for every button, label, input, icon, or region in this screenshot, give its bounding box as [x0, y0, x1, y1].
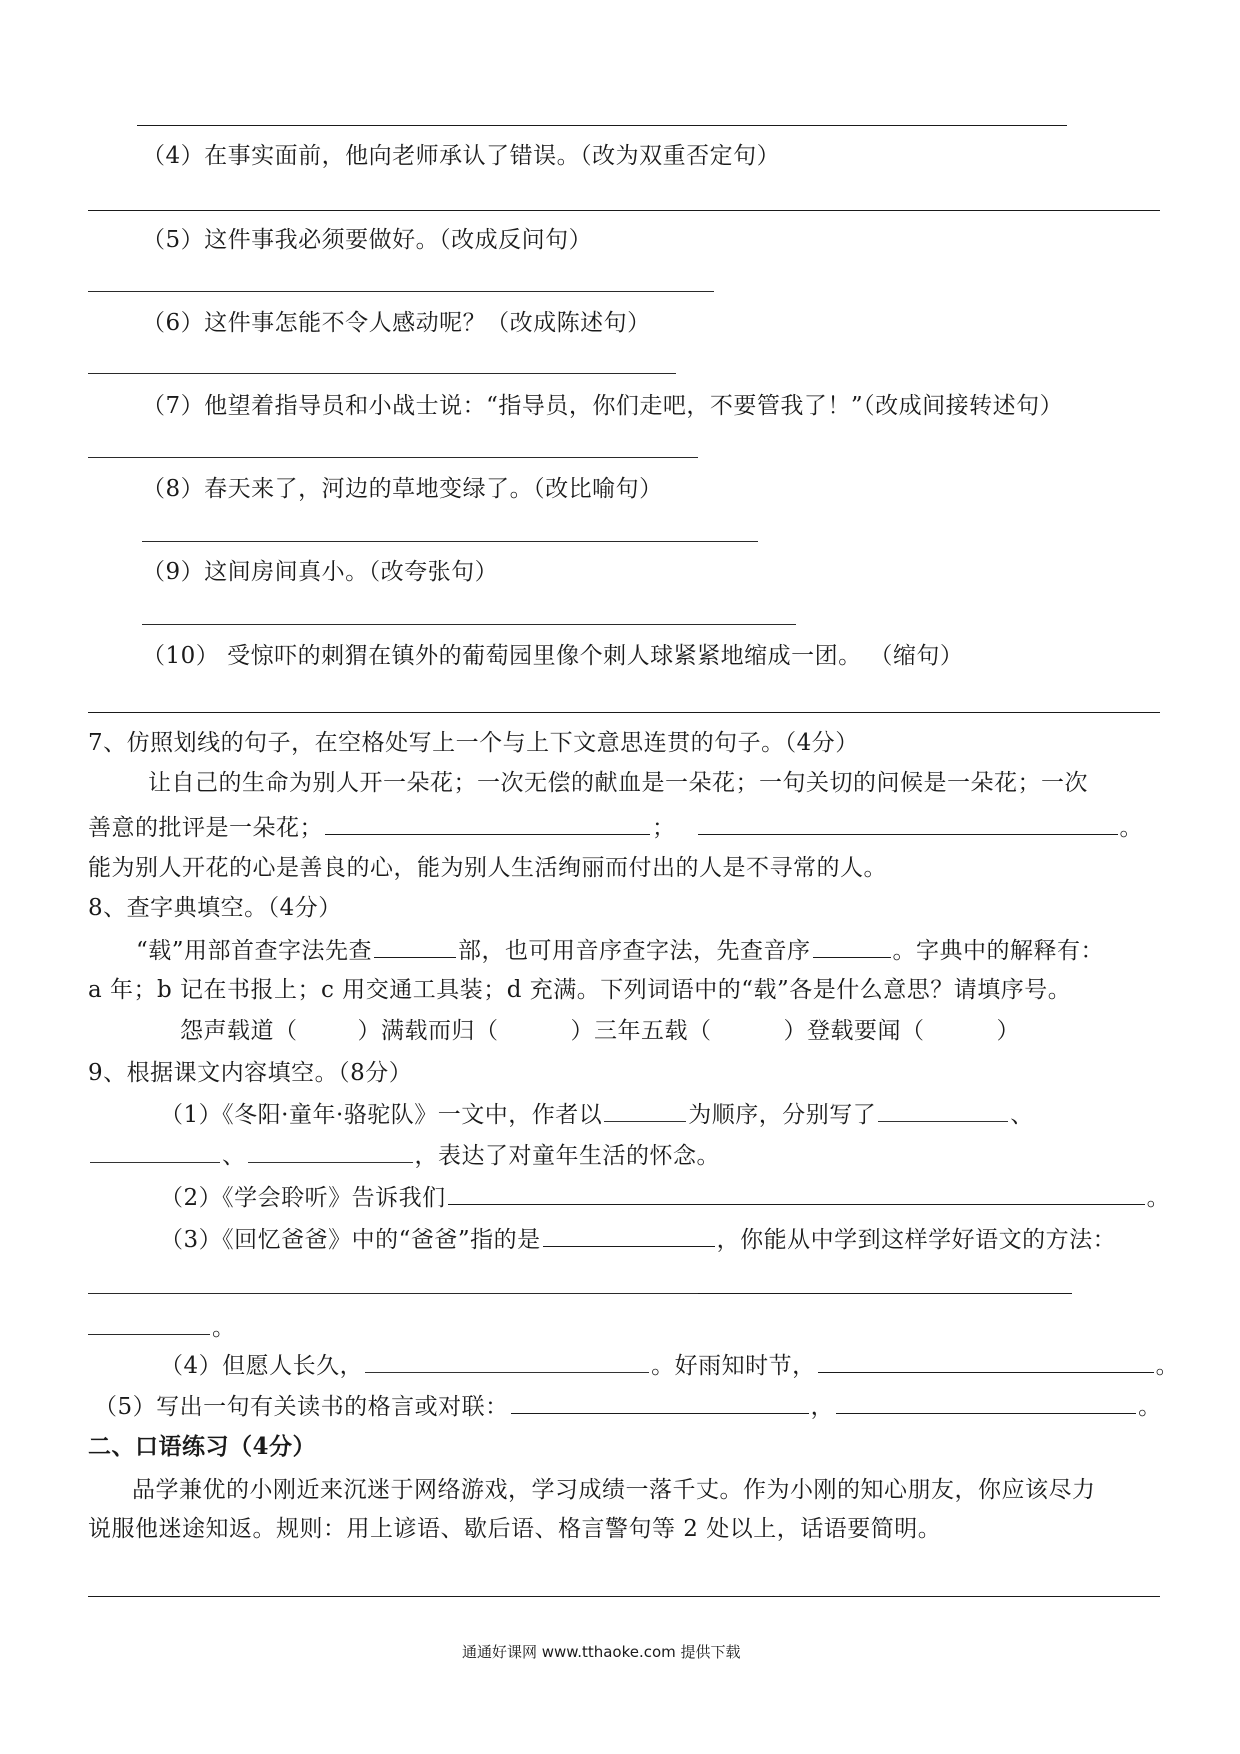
q6-item6: （6）这件事怎能不令人感动呢？（改成陈述句）	[142, 310, 651, 336]
part2-title: 二、口语练习（4分）	[88, 1433, 317, 1460]
q7-line2	[88, 812, 1143, 843]
q9-item1-text: ，表达了对童年生活的怀念。	[414, 1143, 720, 1169]
answer-line	[88, 291, 714, 292]
q9-item3	[160, 1224, 1116, 1255]
q8-words	[180, 1016, 1020, 1046]
q9-item1-line2	[88, 1140, 720, 1171]
blank-field[interactable]	[90, 1140, 220, 1163]
q9-item4-text: 。好雨知时节，	[651, 1353, 816, 1379]
q7-line2-end: 。	[1119, 815, 1143, 841]
q7-line2-mid: ；	[652, 815, 676, 841]
footer-text: 通通好课网 www.tthaoke.com 提供下载	[462, 1643, 741, 1661]
q8-word: ）登载要闻（	[783, 1018, 925, 1044]
q9-item2-text: 。	[1146, 1185, 1171, 1211]
q9-item1-text: 、	[1010, 1102, 1034, 1128]
q9-item4	[160, 1350, 1179, 1381]
q9-item2	[160, 1182, 1170, 1213]
answer-line	[142, 541, 758, 542]
q8-word: ）三年五载（	[570, 1018, 712, 1044]
blank-field[interactable]	[813, 935, 891, 958]
q8-word: ）	[996, 1018, 1020, 1044]
q7-line2-start: 善意的批评是一朵花；	[88, 815, 323, 841]
blank-field[interactable]	[448, 1182, 1145, 1205]
q9-item2-text: （2）《学会聆听》告诉我们	[160, 1185, 446, 1211]
answer-line	[88, 712, 1160, 713]
q9-item1-text: 为顺序，分别写了	[688, 1102, 877, 1128]
q6-item10: （10） 受惊吓的刺猬在镇外的葡萄园里像个刺人球紧紧地缩成一团。 （缩句）	[142, 643, 964, 669]
blank-field[interactable]	[818, 1350, 1154, 1373]
q8-title: 8、查字典填空。（4分）	[88, 895, 342, 921]
blank-field[interactable]	[374, 935, 456, 958]
q9-item5-text: ，	[810, 1394, 835, 1420]
blank-field[interactable]	[365, 1350, 649, 1373]
q7-line3: 能为别人开花的心是善良的心，能为别人生活绚丽而付出的人是不寻常的人。	[88, 855, 887, 881]
answer-line	[88, 373, 676, 374]
q8-line1-c: 。字典中的解释有：	[892, 938, 1105, 964]
part2-line1: 品学兼优的小刚近来沉迷于网络游戏，学习成绩一落千丈。作为小刚的知心朋友，你应该尽力	[132, 1477, 1096, 1503]
q6-item5: （5）这件事我必须要做好。（改成反问句）	[142, 227, 593, 253]
q8-word: ）满载而归（	[357, 1018, 499, 1044]
q9-item1-text: 、	[222, 1143, 246, 1169]
answer-line	[88, 1596, 1160, 1597]
q8-line1-a: “载”用部首查字法先查	[136, 938, 373, 964]
q9-item3-end: 。	[212, 1315, 236, 1341]
answer-line	[88, 210, 1160, 211]
q6-item4: （4）在事实面前，他向老师承认了错误。（改为双重否定句）	[142, 143, 781, 169]
q8-line1	[136, 935, 1104, 966]
answer-line	[142, 624, 796, 625]
answer-line	[88, 457, 698, 458]
q8-line2: a 年；b 记在书报上；c 用交通工具装；d 充满。下列词语中的“载”各是什么意思？请填序号。	[88, 977, 1072, 1003]
q9-title: 9、根据课文内容填空。（8分）	[88, 1060, 413, 1086]
q9-item5-text: 。	[1138, 1394, 1162, 1420]
q9-item4-text: 。	[1155, 1353, 1180, 1379]
q9-item5-text: （5）写出一句有关读书的格言或对联：	[94, 1394, 509, 1420]
blank-field[interactable]	[698, 812, 1118, 835]
q9-item3-text: （3）《回忆爸爸》中的“爸爸”指的是	[160, 1227, 541, 1253]
blank-field[interactable]	[836, 1391, 1136, 1414]
q9-item3-text: ，你能从中学到这样学好语文的方法：	[716, 1227, 1117, 1253]
blank-field[interactable]	[248, 1140, 413, 1163]
part2-line2: 说服他迷途知返。规则：用上谚语、歇后语、格言警句等 2 处以上，话语要简明。	[88, 1516, 942, 1542]
q7-line1: 让自己的生命为别人开一朵花；一次无偿的献血是一朵花；一句关切的问候是一朵花；一次	[148, 770, 1088, 796]
q9-item1-text: （1）《冬阳·童年·骆驼队》一文中，作者以	[160, 1102, 603, 1128]
blank-field[interactable]	[878, 1099, 1008, 1122]
q6-item8: （8）春天来了，河边的草地变绿了。（改比喻句）	[142, 476, 663, 502]
q6-item9: （9）这间房间真小。（改夸张句）	[142, 559, 499, 585]
blank-field[interactable]	[325, 812, 650, 835]
answer-line	[88, 1334, 210, 1335]
blank-field[interactable]	[604, 1099, 686, 1122]
blank-field[interactable]	[511, 1391, 809, 1414]
q8-word: 怨声载道（	[180, 1018, 298, 1044]
q9-item1-line1	[160, 1099, 1034, 1130]
blank-field[interactable]	[543, 1224, 715, 1247]
answer-line	[698, 1293, 1072, 1294]
q8-line1-b: 部，也可用音序查字法，先查音序	[458, 938, 811, 964]
q6-item7: （7）他望着指导员和小战士说：“指导员，你们走吧，不要管我了！”（改成间接转述句）	[142, 393, 1064, 419]
q9-item4-text: （4）但愿人长久，	[160, 1353, 364, 1379]
answer-line	[137, 125, 1067, 126]
q9-item5	[94, 1391, 1162, 1422]
q7-title: 7、仿照划线的句子，在空格处写上一个与上下文意思连贯的句子。（4分）	[88, 730, 859, 756]
answer-line	[88, 1293, 698, 1294]
